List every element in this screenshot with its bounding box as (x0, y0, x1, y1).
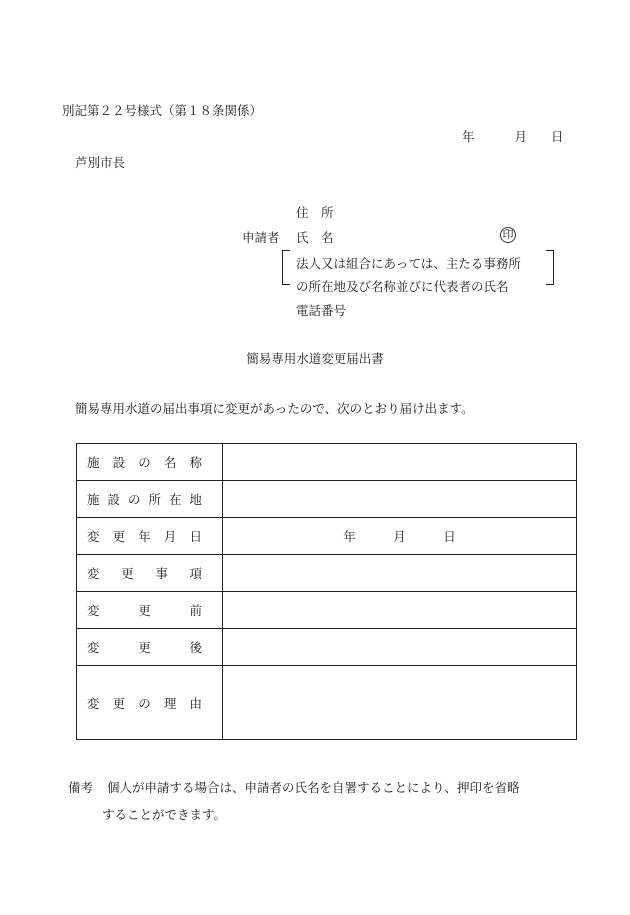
row-label-char: 名 (163, 455, 177, 470)
table-row (77, 518, 577, 555)
row-label-char: 設 (107, 492, 120, 507)
row-value-field[interactable]: 年 月 日 (223, 518, 577, 555)
row-label-char: 変 (87, 603, 100, 618)
row-label-char: 事 (155, 566, 168, 581)
address-label: 住 所 (296, 205, 334, 220)
notification-table (76, 443, 577, 740)
row-value-field[interactable] (223, 444, 577, 481)
row-label-char: 所 (148, 492, 161, 507)
date-month: 月 (514, 129, 528, 144)
intro-text: 簡易専用水道の届出事項に変更があったので、次のとおり届け出ます。 (75, 401, 474, 416)
row-label (77, 518, 223, 555)
row-label-char: 前 (189, 603, 202, 618)
row-label-char: 項 (189, 566, 202, 581)
row-label-char: 変 (87, 566, 100, 581)
form-reference: 別記第２２号様式（第１８条関係） (62, 103, 263, 118)
applicant-label: 申請者 (242, 230, 280, 245)
row-label-char: 年 (138, 529, 151, 544)
row-label-char: 更 (138, 603, 151, 618)
row-label (77, 592, 223, 629)
remarks (68, 774, 520, 828)
row-label-char: 更 (112, 695, 126, 711)
row-value-field[interactable] (223, 666, 577, 740)
table-row (77, 666, 577, 740)
row-label (77, 629, 223, 666)
phone-label: 電話番号 (296, 303, 347, 318)
row-value-field[interactable] (223, 555, 577, 592)
corporate-note-line2: の所在地及び名称並びに代表者の氏名 (296, 279, 509, 294)
bracket-left (282, 250, 290, 285)
row-label-char: 由 (189, 695, 202, 711)
row-label-char: 称 (189, 455, 202, 470)
document-title: 簡易専用水道変更届出書 (246, 351, 384, 366)
row-label-char: 後 (189, 640, 202, 655)
row-label-char: 更 (121, 566, 134, 581)
addressee: 芦別市長 (75, 155, 126, 170)
submission-date (462, 127, 564, 145)
table-row (77, 592, 577, 629)
remarks-label: 備考 (68, 780, 94, 795)
remarks-line1: 個人が申請する場合は、申請者の氏名を自署することにより、押印を省略 (107, 780, 520, 795)
corporate-note-line1: 法人又は組合にあっては、主たる事務所 (296, 256, 521, 271)
table-row (77, 555, 577, 592)
table-row (77, 481, 577, 518)
name-label: 氏 名 (296, 230, 334, 245)
seal-mark: 印 (500, 227, 516, 243)
row-label-char: 月 (163, 529, 177, 544)
row-label-char: 変 (87, 529, 100, 544)
bracket-right (546, 250, 554, 285)
row-label-char: 更 (138, 640, 151, 655)
row-label (77, 555, 223, 592)
row-label-char: 施 (87, 492, 100, 507)
row-label (77, 666, 223, 740)
row-label (77, 444, 223, 481)
row-label-char: 日 (189, 529, 202, 544)
date-day: 日 (551, 129, 564, 144)
row-label (77, 481, 223, 518)
row-label-char: 在 (168, 492, 182, 507)
table-row (77, 444, 577, 481)
row-label-char: 設 (112, 455, 126, 470)
corporate-note (296, 252, 521, 298)
row-label-char: 更 (112, 529, 126, 544)
row-value-field[interactable] (223, 592, 577, 629)
row-label-char: の (138, 455, 151, 470)
row-label-char: 地 (189, 492, 202, 507)
row-value-field[interactable] (223, 629, 577, 666)
row-label-char: 変 (87, 695, 100, 711)
row-value-field[interactable] (223, 481, 577, 518)
date-year: 年 (462, 129, 475, 144)
row-label-char: 変 (87, 640, 100, 655)
row-label-char: 施 (87, 455, 100, 470)
table-row (77, 629, 577, 666)
row-label-char: 理 (163, 695, 177, 711)
row-label-char: の (138, 695, 151, 711)
remarks-line2: することができます。 (102, 807, 227, 822)
row-label-char: の (127, 492, 141, 507)
